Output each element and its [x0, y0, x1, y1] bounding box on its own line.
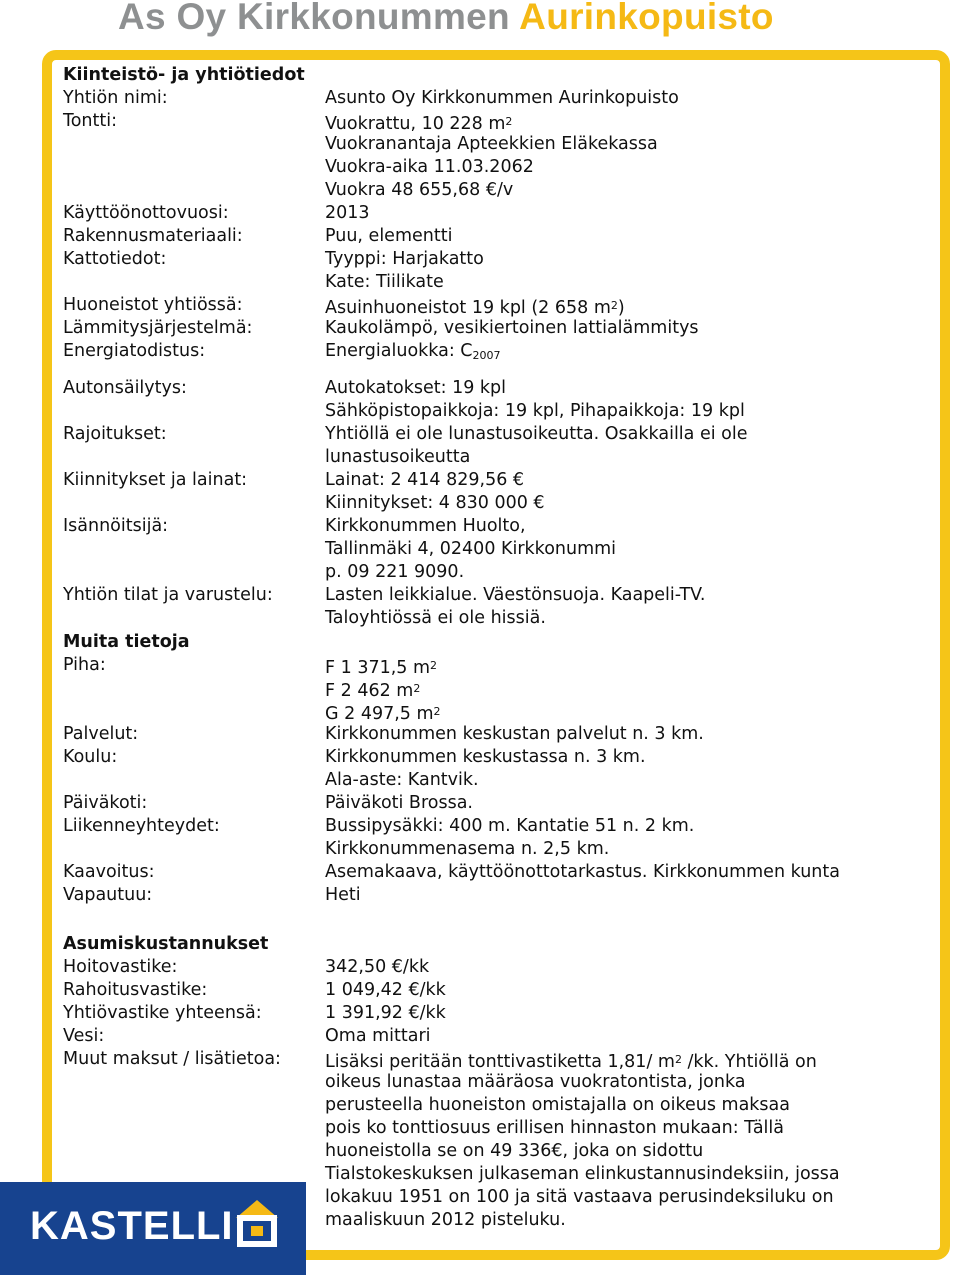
row-value-text: Autokatokset: 19 kpl [325, 378, 507, 398]
row-value [325, 792, 473, 815]
row-value [325, 202, 370, 225]
row-value-text: Vuokranantaja Apteekkien Eläkekassa [325, 134, 658, 154]
row-value [325, 1186, 834, 1209]
row-value-text: Kirkkonummen keskustassa n. 3 km. [325, 747, 646, 767]
row-value-text: Lainat: 2 414 829,56 € [325, 470, 525, 490]
row-value [325, 1140, 703, 1163]
row-value-text: perusteella huoneiston omistajalla on oikeus maksaa [325, 1095, 790, 1115]
subscript: 2007 [472, 349, 501, 362]
logo-text: KASTELLI [30, 1204, 234, 1248]
kastelli-logo [0, 1182, 306, 1275]
row-value-text: Päiväkoti Brossa. [325, 793, 473, 813]
row-value-suffix: /kk. Yhtiöllä on [681, 1052, 817, 1072]
row-value-text: Bussipysäkki: 400 m. Kantatie 51 n. 2 km. [325, 816, 695, 836]
house-icon [234, 1198, 280, 1248]
row-value-text: Sähköpistopaikkoja: 19 kpl, Pihapaikkoja: 19 kpl [325, 401, 745, 421]
row-label: Kattotiedot: [63, 249, 167, 269]
row-label: Yhtiövastike yhteensä: [63, 1003, 262, 1023]
row-label: Rakennusmateriaali: [63, 226, 243, 246]
row-label: Palvelut: [63, 724, 139, 744]
row-value [325, 884, 361, 907]
row-value [325, 1163, 840, 1186]
row-value-text: Heti [325, 885, 361, 905]
row-value-text: G 2 497,5 m [325, 704, 434, 724]
superscript: 2 [433, 705, 441, 718]
row-value-text: 1 049,42 €/kk [325, 980, 446, 1000]
row-label: Päiväkoti: [63, 793, 148, 813]
row-value-text: Puu, elementti [325, 226, 453, 246]
row-value-text: Tyyppi: Harjakatto [325, 249, 484, 269]
row-value [325, 815, 694, 838]
title-part-yellow: Aurinkopuisto [519, 0, 774, 37]
row-value-text: lunastusoikeutta [325, 447, 471, 467]
row-value-text: F 2 462 m [325, 681, 414, 701]
row-label: Isännöitsijä: [63, 516, 169, 536]
row-value-suffix: ) [617, 298, 625, 318]
row-value [325, 423, 747, 446]
row-value-text: Yhtiöllä ei ole lunastusoikeutta. Osakkailla ei ole [325, 424, 748, 444]
row-label: Vapautuu: [63, 885, 153, 905]
row-value-text: Vuokra-aika 11.03.2062 [325, 157, 534, 177]
row-value [325, 1002, 446, 1025]
row-label: Huoneistot yhtiössä: [63, 295, 243, 315]
row-value-text: Kate: Tiilikate [325, 272, 444, 292]
section-header-other: Muita tietoja [63, 632, 190, 652]
row-value [325, 861, 840, 884]
row-label: Käyttöönottovuosi: [63, 203, 229, 223]
row-label: Vesi: [63, 1026, 105, 1046]
row-label: Kiinnitykset ja lainat: [63, 470, 248, 490]
row-value [325, 1025, 431, 1048]
row-value [325, 538, 616, 561]
page-title [118, 0, 774, 38]
row-value [325, 225, 452, 248]
row-value [325, 979, 446, 1002]
row-value-text: p. 09 221 9090. [325, 562, 465, 582]
row-value-text: Vuokra 48 655,68 €/v [325, 180, 514, 200]
row-value [325, 1209, 566, 1232]
row-value-text: Asunto Oy Kirkkonummen Aurinkopuisto [325, 88, 679, 108]
row-label: Muut maksut / lisätietoa: [63, 1049, 281, 1069]
row-label: Rahoitusvastike: [63, 980, 208, 1000]
row-label: Yhtiön tilat ja varustelu: [63, 585, 273, 605]
row-value-text: Tialstokeskuksen julkaseman elinkustannusindeksiin, jossa [325, 1164, 840, 1184]
row-label: Kaavoitus: [63, 862, 155, 882]
row-value-text: Oma mittari [325, 1026, 431, 1046]
superscript: 2 [674, 1053, 682, 1066]
row-label: Yhtiön nimi: [63, 88, 168, 108]
row-value-text: huoneistolla se on 49 336€, joka on sidottu [325, 1141, 704, 1161]
row-value-text: maaliskuun 2012 pisteluku. [325, 1210, 566, 1230]
row-value-text: 2013 [325, 203, 370, 223]
row-value [325, 340, 501, 367]
superscript: 2 [505, 115, 513, 128]
row-value [325, 133, 658, 156]
section-header-costs: Asumiskustannukset [63, 934, 269, 954]
row-value-text: Lisäksi peritään tonttivastiketta 1,81/ m [325, 1052, 675, 1072]
row-value-text: pois ko tonttiosuus erillisen hinnaston mukaan: Tällä [325, 1118, 784, 1138]
section-header-property: Kiinteistö- ja yhtiötiedot [63, 65, 305, 85]
superscript: 2 [610, 299, 618, 312]
superscript: 2 [430, 659, 438, 672]
row-value-text: Kirkkonummen keskustan palvelut n. 3 km. [325, 724, 704, 744]
row-value [325, 1071, 746, 1094]
row-value [325, 248, 484, 271]
row-value-text: Kiinnitykset: 4 830 000 € [325, 493, 545, 513]
row-label: Rajoitukset: [63, 424, 167, 444]
row-value [325, 723, 704, 746]
row-value-text: Taloyhtiössä ei ole hissiä. [325, 608, 546, 628]
row-value [325, 156, 534, 179]
row-label: Energiatodistus: [63, 341, 206, 361]
row-value [325, 1094, 790, 1117]
row-value [325, 746, 646, 769]
row-value [325, 607, 546, 630]
title-part-gray: As Oy Kirkkonummen [118, 0, 510, 37]
row-value [325, 469, 524, 492]
row-label: Hoitovastike: [63, 957, 178, 977]
row-value-text: Kirkkonummen Huolto, [325, 516, 526, 536]
row-value-text: lokakuu 1951 on 100 ja sitä vastaava perusindeksiluku on [325, 1187, 834, 1207]
row-value [325, 769, 479, 792]
row-value-text: 342,50 €/kk [325, 957, 430, 977]
row-value-text: F 1 371,5 m [325, 658, 431, 678]
row-value-text: Vuokrattu, 10 228 m [325, 114, 506, 134]
row-value [325, 271, 444, 294]
row-label: Tontti: [63, 111, 117, 131]
row-value [325, 179, 513, 202]
row-label: Liikenneyhteydet: [63, 816, 220, 836]
row-label: Lämmitysjärjestelmä: [63, 318, 253, 338]
row-value-text: Asuinhuoneistot 19 kpl (2 658 m [325, 298, 611, 318]
row-value [325, 1117, 784, 1140]
row-value [325, 956, 429, 979]
row-value [325, 584, 705, 607]
row-value-text: oikeus lunastaa määräosa vuokratontista, jonka [325, 1072, 746, 1092]
row-value [325, 515, 526, 538]
row-value [325, 446, 470, 469]
row-value-text: Tallinmäki 4, 02400 Kirkkonummi [325, 539, 617, 559]
row-value [325, 561, 464, 584]
row-value [325, 492, 545, 515]
superscript: 2 [413, 682, 421, 695]
row-value-text: Lasten leikkialue. Väestönsuoja. Kaapeli-TV. [325, 585, 706, 605]
row-value-text: 1 391,92 €/kk [325, 1003, 446, 1023]
row-value-text: Asemakaava, käyttöönottotarkastus. Kirkkonummen kunta [325, 862, 840, 882]
row-value [325, 87, 679, 110]
row-value [325, 400, 745, 423]
row-label: Piha: [63, 655, 106, 675]
row-label: Autonsäilytys: [63, 378, 187, 398]
row-value-text: Kirkkonummenasema n. 2,5 km. [325, 839, 610, 859]
row-value-text: Kaukolämpö, vesikiertoinen lattialämmitys [325, 318, 699, 338]
row-value-text: Energialuokka: C [325, 341, 473, 361]
row-value-text: Ala-aste: Kantvik. [325, 770, 479, 790]
row-value [325, 317, 699, 340]
row-value [325, 377, 506, 400]
row-value [325, 838, 609, 861]
row-label: Koulu: [63, 747, 118, 767]
